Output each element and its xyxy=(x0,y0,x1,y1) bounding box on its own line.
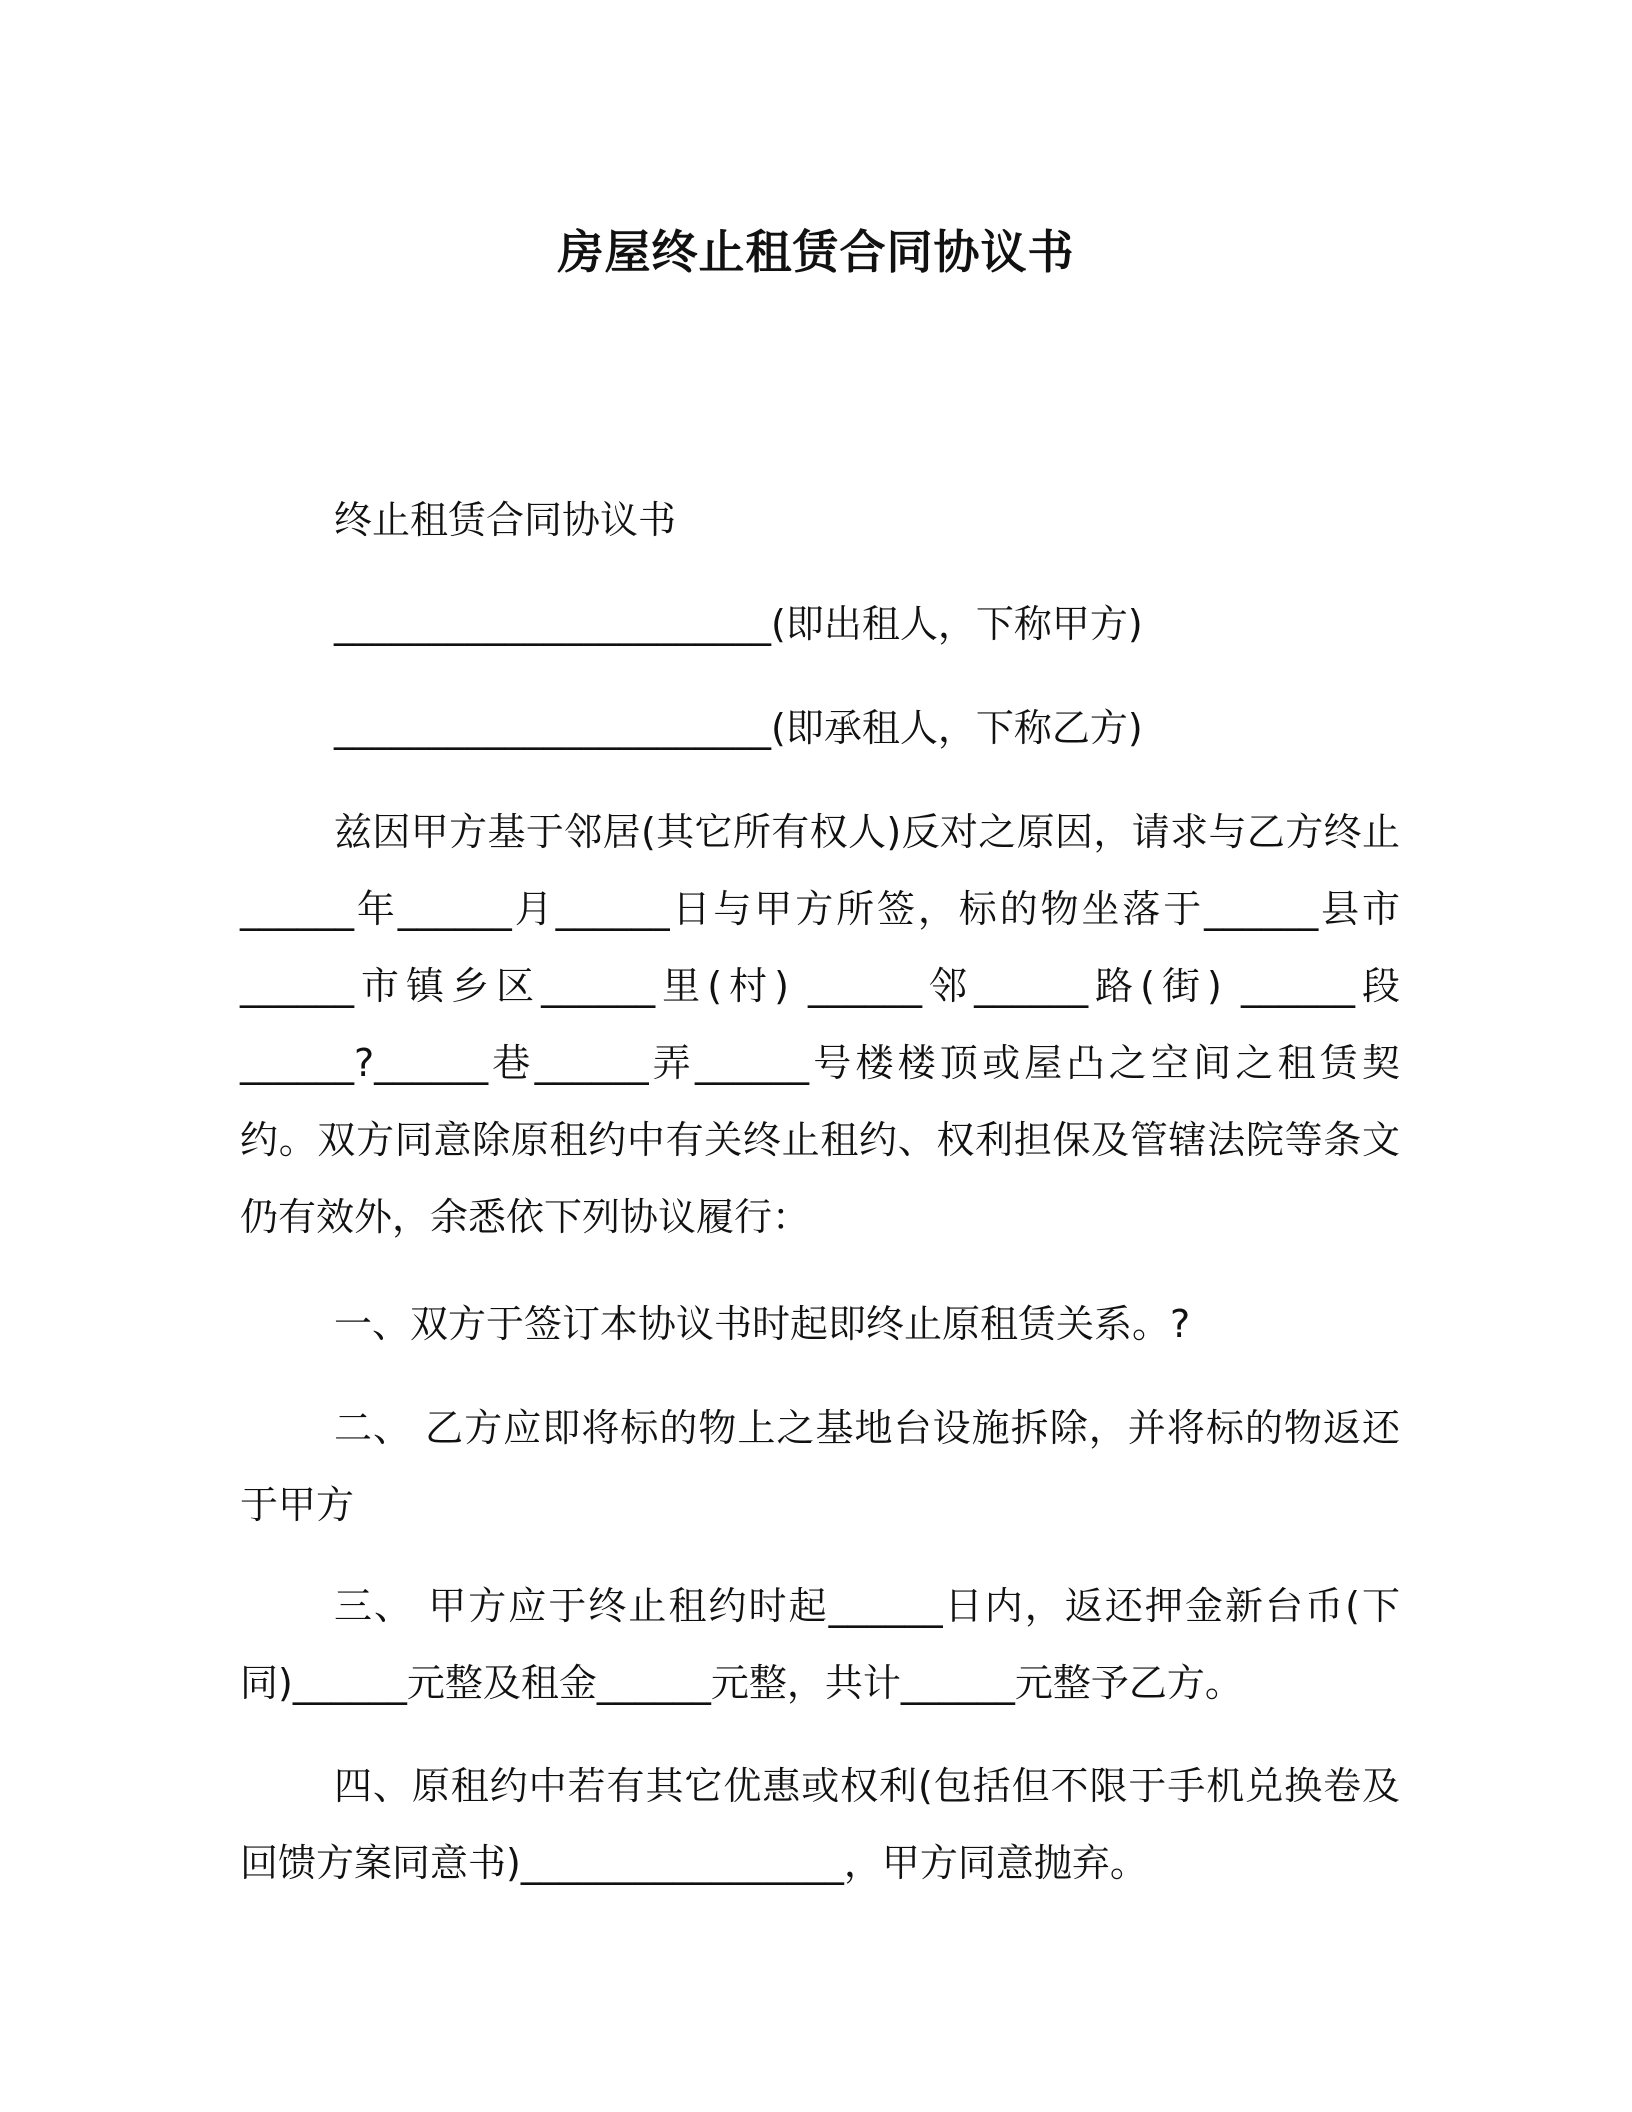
clause-2: 二、 乙方应即将标的物上之基地台设施拆除，并将标的物返还于甲方 xyxy=(240,1406,1400,1527)
document-title: 房屋终止租赁合同协议书 xyxy=(557,225,1075,279)
clause-4: 四、原租约中若有其它优惠或权利(包括但不限于手机兑换卷及回馈方案同意书)_________________，甲方同意抛弃。 xyxy=(240,1764,1400,1885)
clause-3: 三、 甲方应于终止租约时起______日内，返还押金新台币(下同)______元整及租金______元整，共计______元整予乙方。 xyxy=(240,1584,1400,1705)
clause-1: 一、双方于签订本协议书时起即终止原租赁关系。? xyxy=(334,1302,1191,1346)
party-b-line: _______________________(即承租人，下称乙方) xyxy=(334,706,1143,750)
document-subtitle: 终止租赁合同协议书 xyxy=(334,498,677,542)
intro-paragraph: 兹因甲方基于邻居(其它所有权人)反对之原因，请求与乙方终止______年______月______日与甲方所签，标的物坐落于______县市______市镇乡区______里(村) ______邻______路(街) ______段______?______巷______弄______号楼楼顶或屋凸之空间之租赁契约。双方同意除原租约中有关终止租约、权利担保及管辖法院等条文仍有效外，余悉依下列协议履行： xyxy=(240,810,1400,1239)
party-a-line: _______________________(即出租人，下称甲方) xyxy=(334,602,1143,646)
